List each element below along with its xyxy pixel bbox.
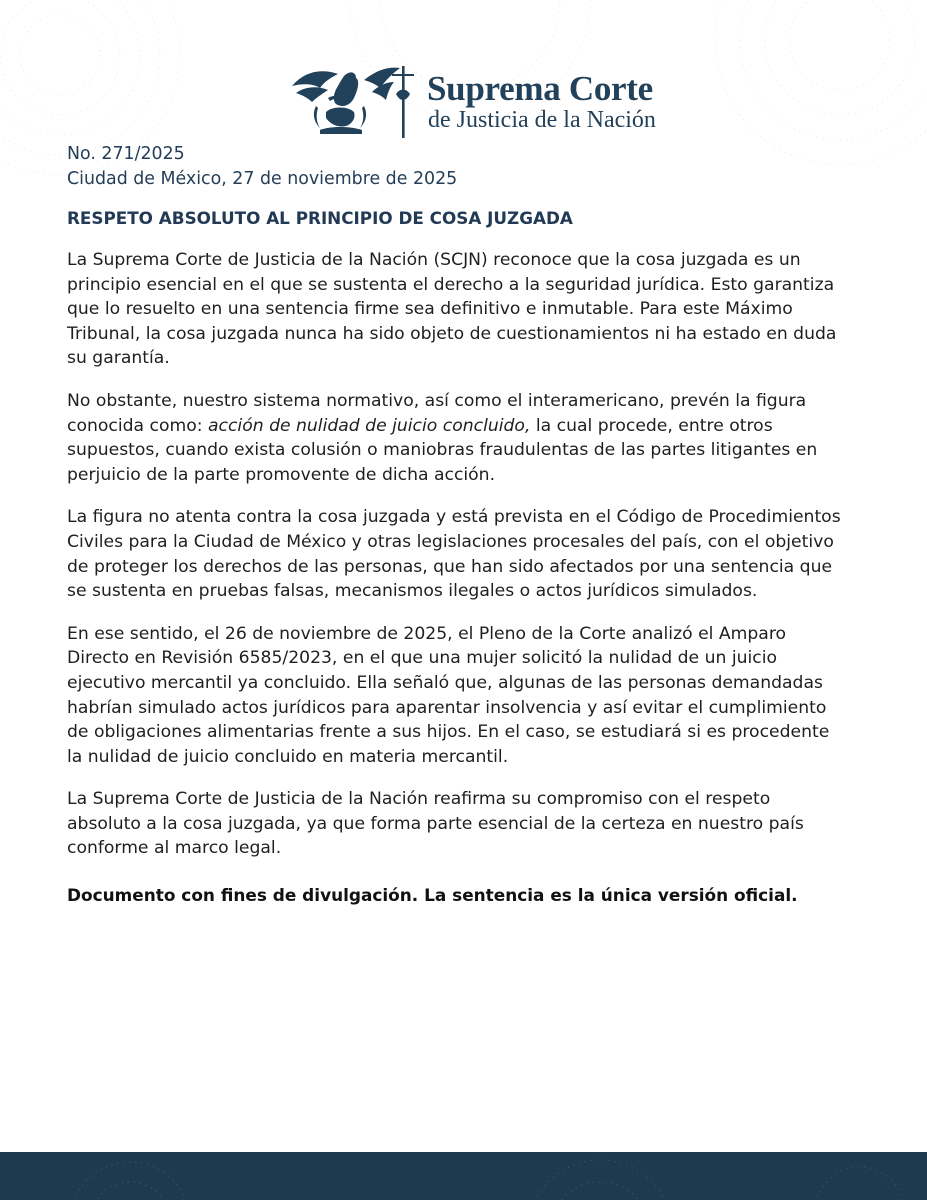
eagle-emblem-icon (290, 60, 420, 140)
scjn-logo (290, 60, 656, 140)
paragraph-5: La Suprema Corte de Justicia de la Nación reafirma su compromiso con el respeto absoluto a la cosa juzgada, ya que forma parte esencial de la certeza en nuestro país conforme al marco legal. (67, 789, 804, 859)
paragraph-2-text-b: la cual procede, entre otros supuestos, cuando exista colusión o maniobras fraudulentas de las partes litigantes en perjuicio de la parte promovente de dicha acción. (67, 415, 818, 485)
footer-band (0, 1152, 927, 1200)
paragraph-2 (67, 389, 847, 487)
paragraph-1: La Suprema Corte de Justicia de la Nación (SCJN) reconoce que la cosa juzgada es un principio esencial en el que se sustenta el derecho a la seguridad jurídica. Esto garantiza que lo resuelto en una sentencia firme sea definitivo e inmutable. Para este Máximo Tribunal, la cosa juzgada nunca ha sido objeto de cuestionamientos ni ha estado en duda su garantía. (67, 250, 837, 369)
press-release (67, 142, 847, 908)
paragraph-4: En ese sentido, el 26 de noviembre de 2025, el Pleno de la Corte analizó el Amparo Directo en Revisión 6585/2023, en el que una mujer solicitó la nulidad de un juicio ejecutivo mercantil ya concluido. Ella señaló que, algunas de las personas demandadas habrían simulado actos jurídicos para aparentar insolvencia y así evitar el cumplimiento de obligaciones alimentarias frente a sus hijos. En el caso, se estudiará si es procedente la nulidad de juicio concluido en materia mercantil. (67, 623, 830, 767)
place-date: Ciudad de México, 27 de noviembre de 2025 (67, 169, 458, 189)
document-title: RESPETO ABSOLUTO AL PRINCIPIO DE COSA JUZGADA (67, 208, 573, 228)
footer-dot-pattern (0, 1152, 927, 1200)
paragraph-3: La figura no atenta contra la cosa juzgada y está prevista en el Código de Procedimientos Civiles para la Ciudad de México y otras legislaciones procesales del país, con el objetivo de proteger los derechos de las personas, que han sido afectados por una sentencia que se sustenta en pruebas falsas, mecanismos ilegales o actos jurídicos simulados. (67, 507, 841, 602)
logo-subtitle: de Justicia de la Nación (428, 107, 656, 133)
paragraph-2-italic: acción de nulidad de juicio concluido, (207, 415, 531, 436)
disclaimer: Documento con fines de divulgación. La sentencia es la única versión oficial. (67, 885, 798, 906)
paragraph-2-text-a: No obstante, nuestro sistema normativo, así como el interamericano, prevén la figura conocida como: (67, 390, 807, 436)
logo-title: Suprema Corte (427, 69, 653, 108)
document-number: No. 271/2025 (67, 144, 185, 164)
